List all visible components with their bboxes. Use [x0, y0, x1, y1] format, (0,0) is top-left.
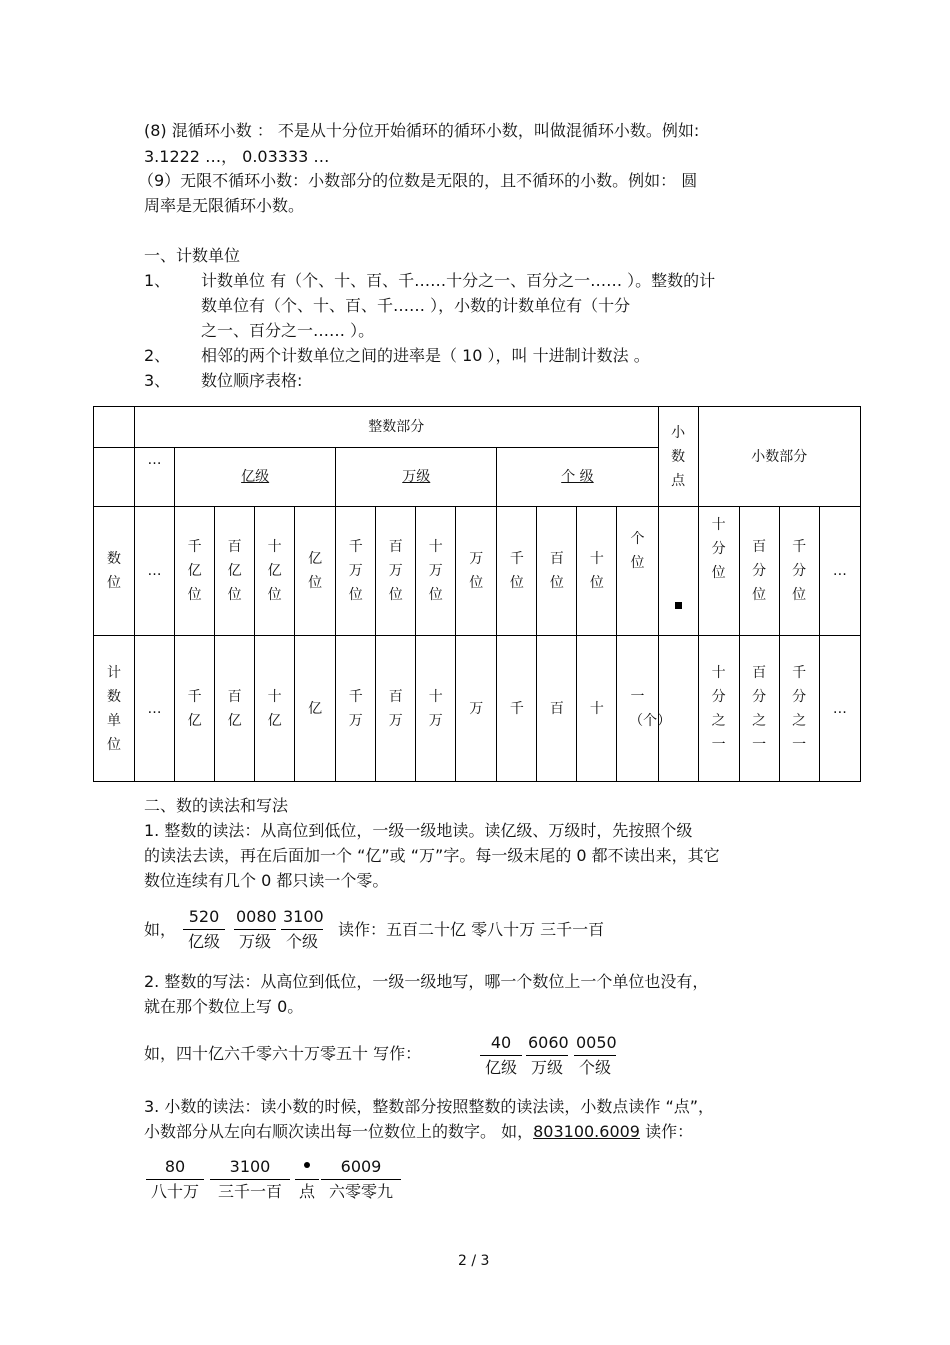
- ex2-group-yi: 40 亿级: [480, 1033, 522, 1078]
- place-value-table: [93, 406, 861, 782]
- unit-cell: 百亿: [215, 636, 255, 782]
- item1-num: 1、: [144, 271, 171, 290]
- unit-cell: 万: [456, 636, 497, 782]
- p3-line1: 3. 小数的读法：读小数的时候，整数部分按照整数的读法读，小数点读作 “点”，: [144, 1097, 715, 1116]
- digit-cell: 千位: [497, 507, 537, 636]
- section1-heading: 一、计数单位: [144, 246, 241, 265]
- row-label-unit: 计数单位: [94, 636, 135, 782]
- p8-line1: (8) 混循环小数 ： 不是从十分位开始循环的循环小数，叫做混循环小数。例如:: [144, 121, 700, 140]
- ex3-part-point: 点: [295, 1157, 319, 1202]
- item2-text: 相邻的两个计数单位之间的进率是（ 10 ），叫 十进制计数法 。: [201, 346, 650, 365]
- ex2-group-wan: 6060 万级: [528, 1033, 569, 1077]
- unit-cell: 千: [497, 636, 537, 782]
- decimal-dot-icon: [304, 1162, 310, 1168]
- unit-cell: 一（个）: [617, 636, 658, 782]
- row-label-digit: 数位: [94, 507, 135, 636]
- decimal-digit-cell: 百分位: [739, 507, 779, 636]
- digit-cell: 百万位: [376, 507, 416, 636]
- p3-line2-c: 读作：: [639, 1122, 694, 1141]
- p2-line2: 就在那个数位上写 0。: [144, 997, 304, 1016]
- p1-line3: 数位连续有几个 0 都只读一个零。: [144, 871, 389, 890]
- unit-ellipsis-left: …: [135, 636, 175, 782]
- unit-cell: 千亿: [175, 636, 215, 782]
- item3-num: 3、: [144, 371, 171, 390]
- decimal-digit-cell: 千分位: [779, 507, 819, 636]
- decimal-part-header: 小数部分: [698, 407, 860, 507]
- digit-cell: 十位: [577, 507, 617, 636]
- ex1-group-ge: 3100 个级: [283, 907, 324, 951]
- decimal-unit-cell: 千分之一: [779, 636, 819, 782]
- ex1-read: 读作：五百二十亿 零八十万 三千一百: [338, 920, 605, 939]
- ex1-prefix: 如，: [144, 920, 177, 939]
- ex3-part-80: 80 八十万: [146, 1157, 204, 1202]
- digit-cell: 亿位: [295, 507, 336, 636]
- digit-cell: 千万位: [336, 507, 376, 636]
- decimal-point-mark: [658, 507, 698, 636]
- ex1-group-yi: 520 亿级: [183, 907, 225, 952]
- digit-cell: 十万位: [416, 507, 456, 636]
- unit-cell: 百: [537, 636, 577, 782]
- group-ge: 个 级: [497, 448, 658, 507]
- p1-line1: 1. 整数的读法：从高位到低位，一级一级地读。读亿级、万级时，先按照个级: [144, 821, 693, 840]
- p3-line2-a: 小数部分从左向右顺次读出每一位数位上的数字。 如，: [144, 1122, 534, 1141]
- p8-line2: 3.1222 …， 0.03333 …: [144, 147, 330, 166]
- unit-cell: 千万: [336, 636, 376, 782]
- table-corner-2: [94, 448, 135, 507]
- digit-cell: 百位: [537, 507, 577, 636]
- group-ellipsis: …: [135, 448, 175, 507]
- unit-cell: 亿: [295, 636, 336, 782]
- p1-line2: 的读法去读，再在后面加一个 “亿”或 “万”字。每一级末尾的 0 都不读出来，其它: [144, 846, 720, 865]
- unit-cell: 十万: [416, 636, 456, 782]
- group-wan: 万级: [336, 448, 497, 507]
- page-number: 2 / 3: [458, 1253, 490, 1269]
- digit-cell: 十亿位: [255, 507, 295, 636]
- unit-decimal-point-empty: [658, 636, 698, 782]
- section2-heading: 二、数的读法和写法: [144, 796, 289, 815]
- table-corner: [94, 407, 135, 448]
- unit-cell: 十亿: [255, 636, 295, 782]
- item1-line3: 之一、百分之一…… ）。: [201, 321, 375, 340]
- ex2-prefix: 如，四十亿六千零六十万零五十 写作：: [144, 1044, 422, 1063]
- item1-line1: 计数单位 有（个、十、百、千……十分之一、百分之一…… ）。整数的计: [201, 271, 716, 290]
- ex3-part-6009: 6009 六零零九: [321, 1157, 401, 1202]
- group-yi: 亿级: [175, 448, 336, 507]
- decimal-digit-cell: 十分位: [698, 507, 739, 636]
- item2-num: 2、: [144, 346, 171, 365]
- decimal-point-header: 小数点: [658, 407, 698, 507]
- p2-line1: 2. 整数的写法：从高位到低位，一级一级地写，哪一个数位上一个单位也没有，: [144, 972, 709, 991]
- ex3-part-3100: 3100 三千一百: [210, 1157, 290, 1202]
- decimal-unit-cell: 十分之一: [698, 636, 739, 782]
- integer-part-header: 整数部分: [135, 407, 659, 448]
- item1-line2: 数单位有（个、十、百、千…… ），小数的计数单位有（十分: [201, 296, 631, 315]
- digit-cell: 万位: [456, 507, 497, 636]
- digit-cell: 个位: [617, 507, 658, 636]
- unit-cell: 十: [577, 636, 617, 782]
- digit-ellipsis-right: …: [819, 507, 860, 636]
- digit-cell: 百亿位: [215, 507, 255, 636]
- item3-text: 数位顺序表格:: [201, 371, 303, 390]
- decimal-unit-cell: 百分之一: [739, 636, 779, 782]
- p3-line2: [144, 1122, 693, 1142]
- digit-cell: 千亿位: [175, 507, 215, 636]
- ex2-group-ge: 0050 个级: [576, 1033, 617, 1077]
- p9-line1: （9）无限不循环小数：小数部分的位数是无限的，且不循环的小数。例如： 圆: [138, 171, 698, 190]
- unit-ellipsis-right: …: [819, 636, 860, 782]
- ex1-group-wan: 0080 万级: [236, 907, 277, 951]
- digit-ellipsis-left: …: [135, 507, 175, 636]
- p3-example-number: 803100.6009: [533, 1122, 640, 1141]
- p9-line2: 周率是无限循环小数。: [144, 196, 305, 215]
- unit-cell: 百万: [376, 636, 416, 782]
